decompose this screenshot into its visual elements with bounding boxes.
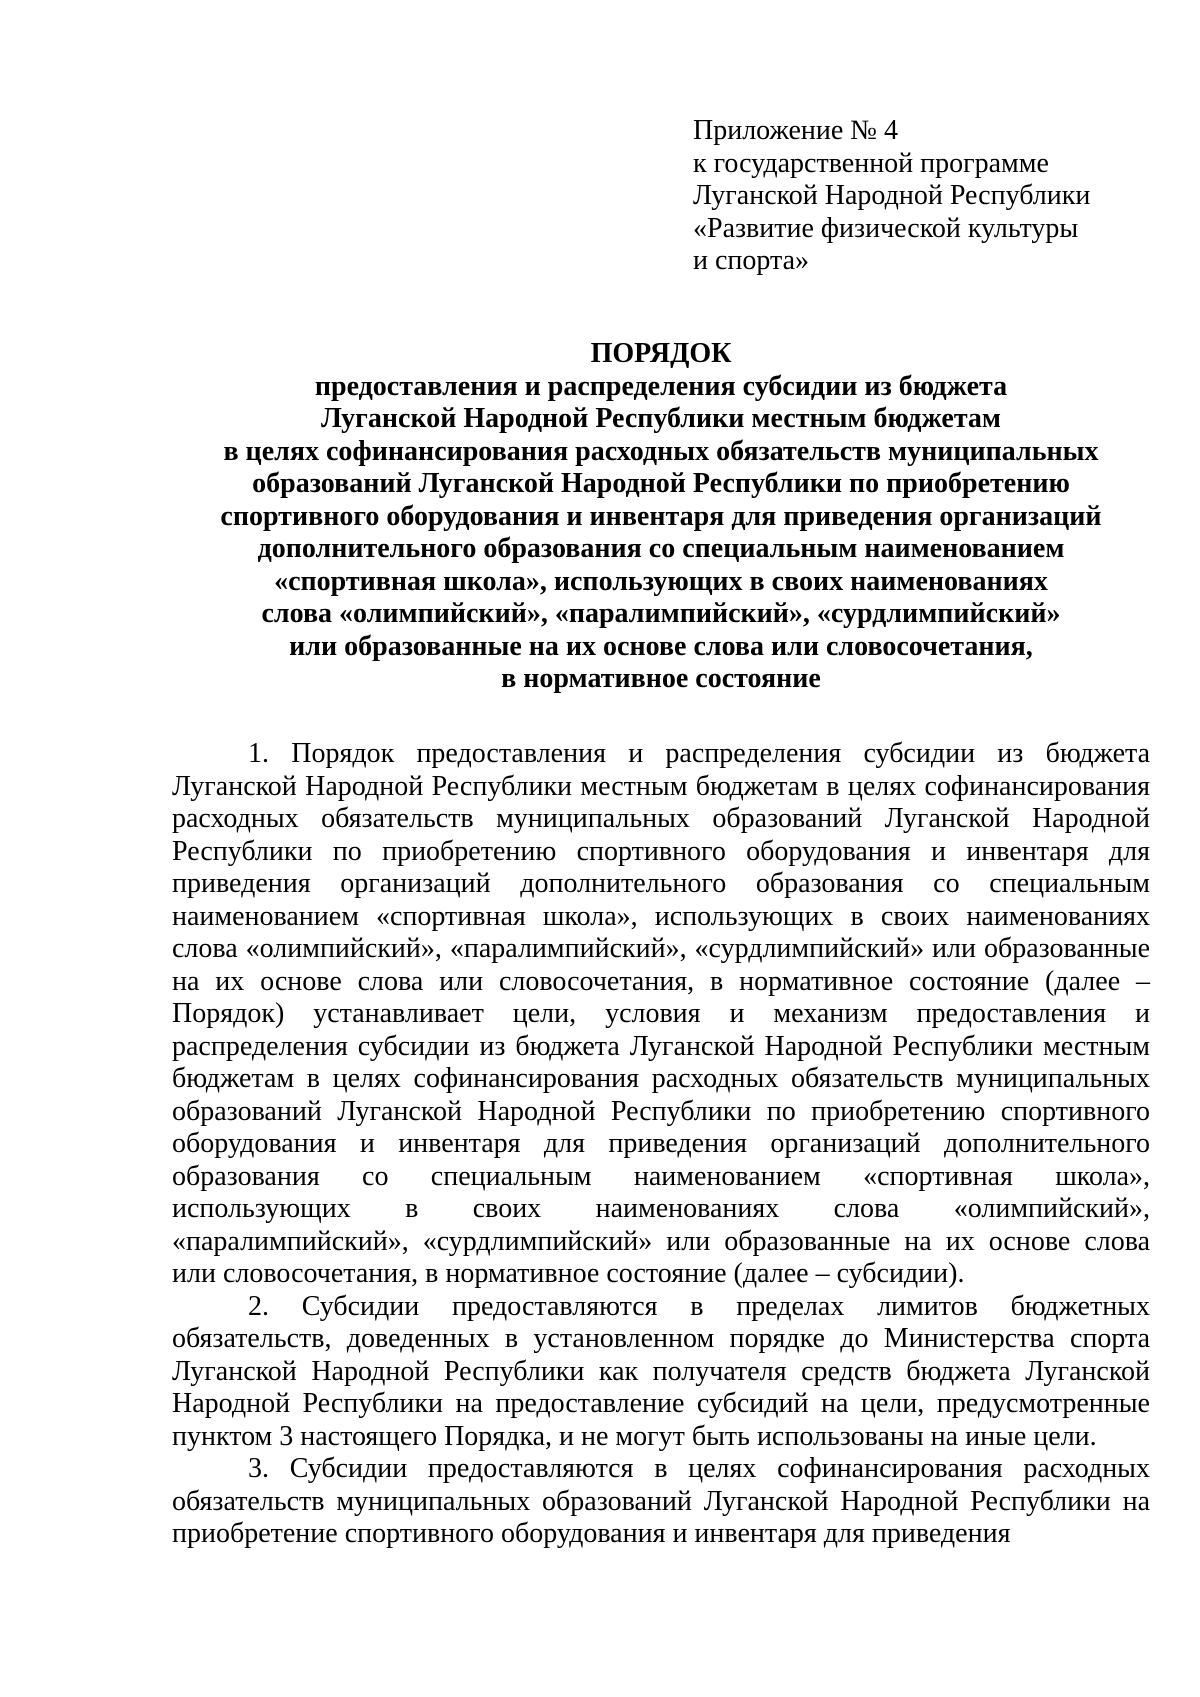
appendix-line: к государственной программе: [693, 147, 1049, 179]
subtitle-line: слова «олимпийский», «паралимпийский», «сурдлимпийский»: [261, 598, 1061, 629]
paragraph-3: 3. Субсидии предоставляются в целях софинансирования расходных обязательств муниципальных образований Луганской Народной Республики на приобретение спортивного оборудования и инвентаря для приведения: [172, 1453, 1150, 1549]
appendix-line: Луганской Народной Республики: [693, 180, 1091, 211]
title-block: [170, 338, 1152, 696]
appendix-line: «Развитие физической культуры: [693, 212, 1079, 244]
document-title: ПОРЯДОК: [590, 338, 732, 369]
subtitle-line: в целях софинансирования расходных обязательств муниципальных: [223, 435, 1099, 467]
subtitle-line: предоставления и распределения субсидии из бюджета: [314, 370, 1008, 402]
paragraph-1: 1. Порядок предоставления и распределения субсидии из бюджета Луганской Народной Республики местным бюджетам в целях софинансирования расходных обязательств муниципальных образований Луганской Народной Республики по приобретению спортивного оборудования и инвентаря для приведения организаций дополнительного образования со специальным наименованием «спортивная школа», использующих в своих наименованиях слова «олимпийский», «паралимпийский», «сурдлимпийский» или образованные на их основе слова или словосочетания, в нормативное состояние (далее – Порядок) устанавливает цели, условия и механизм предоставления и распределения субсидии из бюджета Луганской Народной Республики местным бюджетам в целях софинансирования расходных обязательств муниципальных образований Луганской Народной Республики по приобретению спортивного оборудования и инвентаря для приведения организаций дополнительного образования со специальным наименованием «спортивная школа», использующих в своих наименованиях слова «олимпийский», «паралимпийский», «сурдлимпийский» или образованные на их основе слова или словосочетания, в нормативное состояние (далее – субсидии).: [172, 738, 1150, 1289]
subtitle-line: или образованные на их основе слова или словосочетания,: [289, 630, 1033, 662]
subtitle-line: Луганской Народной Республики местным бюджетам: [321, 403, 1001, 434]
subtitle-line: спортивного оборудования и инвентаря для приведения организаций: [220, 500, 1102, 532]
appendix-reference: [693, 115, 1173, 278]
document-body: [172, 738, 1150, 1551]
paragraph-2: 2. Субсидии предоставляются в пределах лимитов бюджетных обязательств, доведенных в установленном порядке до Министерства спорта Луганской Народной Республики как получателя средств бюджета Луганской Народной Республики на предоставление субсидий на цели, предусмотренные пунктом 3 настоящего Порядка, и не могут быть использованы на иные цели.: [172, 1290, 1150, 1452]
subtitle-line: дополнительного образования со специальным наименованием: [257, 533, 1065, 564]
subtitle-line: «спортивная школа», использующих в своих наименованиях: [274, 565, 1048, 597]
appendix-line: и спорта»: [693, 245, 810, 276]
subtitle-line: образований Луганской Народной Республики по приобретению: [252, 468, 1070, 499]
appendix-line: Приложение № 4: [693, 115, 898, 146]
document-subtitle: [170, 371, 1152, 696]
subtitle-line: в нормативное состояние: [501, 663, 821, 694]
